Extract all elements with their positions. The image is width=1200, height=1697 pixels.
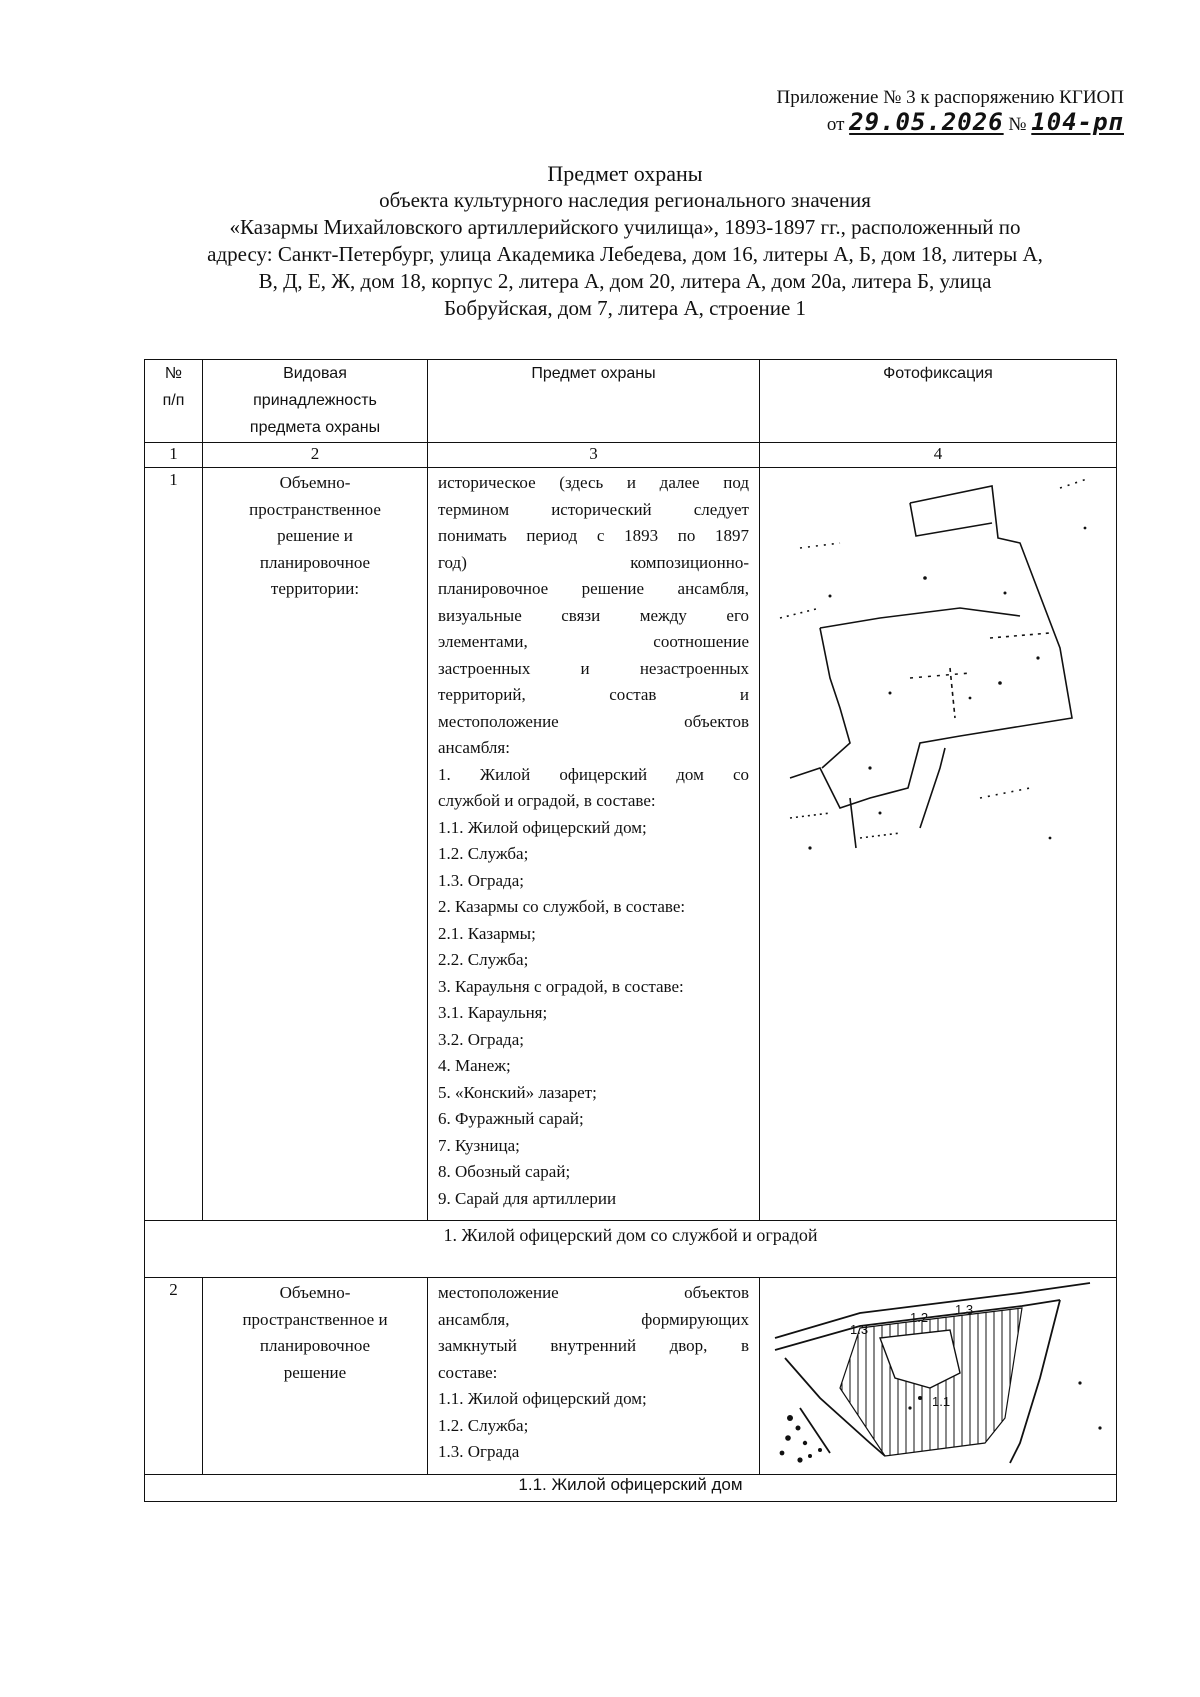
annex-header: [776, 86, 1124, 137]
annex-number: 104-рп: [1031, 108, 1124, 136]
row1-subject: [428, 468, 760, 1221]
title-line-1: Предмет охраны: [547, 161, 703, 186]
subject-item: 1.2. Служба;: [438, 1415, 529, 1435]
subject-item: 2.2. Служба;: [438, 950, 529, 969]
subject-line: ансамбля, формирующих: [438, 1309, 749, 1329]
subject-item: 3. Караульня с оградой, в составе:: [438, 976, 684, 996]
protection-subject-table: [144, 359, 1117, 1502]
subject-item: 4. Манеж;: [438, 1056, 511, 1075]
row2-number: 2: [145, 1278, 203, 1475]
header-number: [145, 360, 203, 443]
table-header-row: [145, 360, 1117, 443]
annex-line1: Приложение № 3 к распоряжению КГИОП: [776, 87, 1124, 108]
map-label-1-2: 1.2: [910, 1310, 929, 1325]
row2-kind-line: планировочное: [259, 1336, 371, 1355]
row1-kind-line: планировочное: [259, 552, 371, 572]
header-kind-line2: принадлежность: [253, 392, 377, 409]
subject-item: составе:: [438, 1362, 498, 1382]
subject-item: 1.2. Служба;: [438, 844, 529, 863]
title-line-6: Бобруйская, дом 7, литера А, строение 1: [443, 296, 807, 320]
subject-line: 1. Жилой офицерский дом со: [438, 764, 749, 784]
row2-kind-line: пространственное и: [242, 1309, 388, 1329]
title-line-3: «Казармы Михайловского артиллерийского училища», 1893-1897 гг., расположенный по: [229, 215, 1021, 239]
title-line-2: объекта культурного наследия регионального значения: [379, 188, 871, 212]
subject-item: 2. Казармы со службой, в составе:: [438, 897, 686, 916]
subject-item: 3.2. Ограда;: [438, 1029, 524, 1049]
table-row: [145, 468, 1117, 1221]
col-number-1: 1: [145, 443, 203, 468]
map-label-1-3-right: 1.3: [955, 1302, 974, 1317]
row2-photo: [760, 1278, 1117, 1475]
subject-line: застроенных и незастроенных: [438, 658, 749, 678]
header-subject: Предмет охраны: [428, 360, 760, 443]
header-number-pp: п/п: [162, 392, 185, 409]
subject-line: территорий, состав и: [438, 685, 749, 704]
annex-number-prefix: №: [1008, 114, 1027, 135]
annex-line2: [776, 110, 1124, 137]
subject-item: 1.3. Ограда: [438, 1442, 520, 1461]
section-title-2: 1.1. Жилой офицерский дом: [145, 1474, 1117, 1501]
title-line-4: адресу: Санкт-Петербург, улица Академика Лебедева, дом 16, литеры А, Б, дом 18, литеры А,: [207, 242, 1043, 266]
row2-kind-line: Объемно-: [279, 1283, 351, 1302]
subject-line: планировочное решение ансамбля,: [438, 579, 749, 598]
annex-from-prefix: от: [826, 114, 845, 135]
title-line-5: В, Д, Е, Ж, дом 18, корпус 2, литера А, дом 20, литера А, дом 20а, литера Б, улица: [258, 269, 992, 293]
subject-line: местоположение объектов: [438, 711, 749, 731]
row2-kind-line: решение: [283, 1362, 347, 1382]
row1-photo: [760, 468, 1117, 1221]
site-plan-detail-image: [760, 1278, 1115, 1468]
col-number-4: 4: [760, 443, 1117, 468]
map-label-1-1: 1.1: [932, 1394, 951, 1409]
table-row: [145, 1278, 1117, 1475]
subject-item: 1.1. Жилой офицерский дом;: [438, 1389, 647, 1408]
col-number-3: 3: [428, 443, 760, 468]
col-number-2: 2: [203, 443, 428, 468]
subject-line: ансамбля:: [438, 738, 510, 757]
subject-line: год) композиционно-: [438, 552, 749, 572]
row1-number: 1: [145, 468, 203, 1221]
subject-line: визуальные связи между его: [438, 605, 749, 625]
subject-line: понимать период с 1893 по 1897: [438, 526, 749, 545]
header-kind: [203, 360, 428, 443]
row1-kind-line: пространственное: [249, 499, 381, 519]
subject-item: 5. «Конский» лазарет;: [438, 1082, 597, 1102]
document-title: [130, 160, 1120, 322]
section-row-2: [145, 1474, 1117, 1501]
row1-kind-line: решение и: [277, 526, 353, 545]
row2-kind: [203, 1278, 428, 1475]
section-row-1: [145, 1221, 1117, 1278]
subject-item: 9. Сарай для артиллерии: [438, 1188, 617, 1208]
header-kind-line3: предмета охраны: [249, 419, 381, 436]
subject-item: 8. Обозный сарай;: [438, 1162, 571, 1181]
subject-line: местоположение объектов: [438, 1283, 749, 1302]
subject-item: службой и оградой, в составе:: [438, 791, 656, 810]
subject-line: замкнутый внутренний двор, в: [438, 1336, 749, 1355]
row1-kind-line: Объемно-: [279, 473, 351, 492]
row1-kind: [203, 468, 428, 1221]
header-kind-line1: Видовая: [283, 365, 347, 382]
subject-item: 1.3. Ограда;: [438, 870, 524, 890]
row2-subject: [428, 1278, 760, 1475]
subject-line: элементами, соотношение: [438, 632, 749, 651]
map-label-1-3-left: 1.3: [850, 1322, 869, 1337]
row1-kind-line: территории:: [270, 579, 360, 598]
subject-item: 1.1. Жилой офицерский дом;: [438, 817, 647, 837]
section-title-1: 1. Жилой офицерский дом со службой и оградой: [145, 1221, 1117, 1278]
header-number-sign: №: [164, 365, 183, 382]
subject-line: термином исторический следует: [438, 499, 749, 519]
subject-line: историческое (здесь и далее под: [438, 473, 749, 492]
subject-item: 2.1. Казармы;: [438, 923, 536, 943]
subject-item: 3.1. Караульня;: [438, 1003, 548, 1022]
column-number-row: [145, 443, 1117, 468]
subject-item: 6. Фуражный сарай;: [438, 1109, 584, 1128]
header-photo: Фотофиксация: [760, 360, 1117, 443]
subject-item: 7. Кузница;: [438, 1135, 520, 1155]
site-plan-map-image: [760, 468, 1115, 898]
annex-date: 29.05.2026: [849, 108, 1004, 136]
